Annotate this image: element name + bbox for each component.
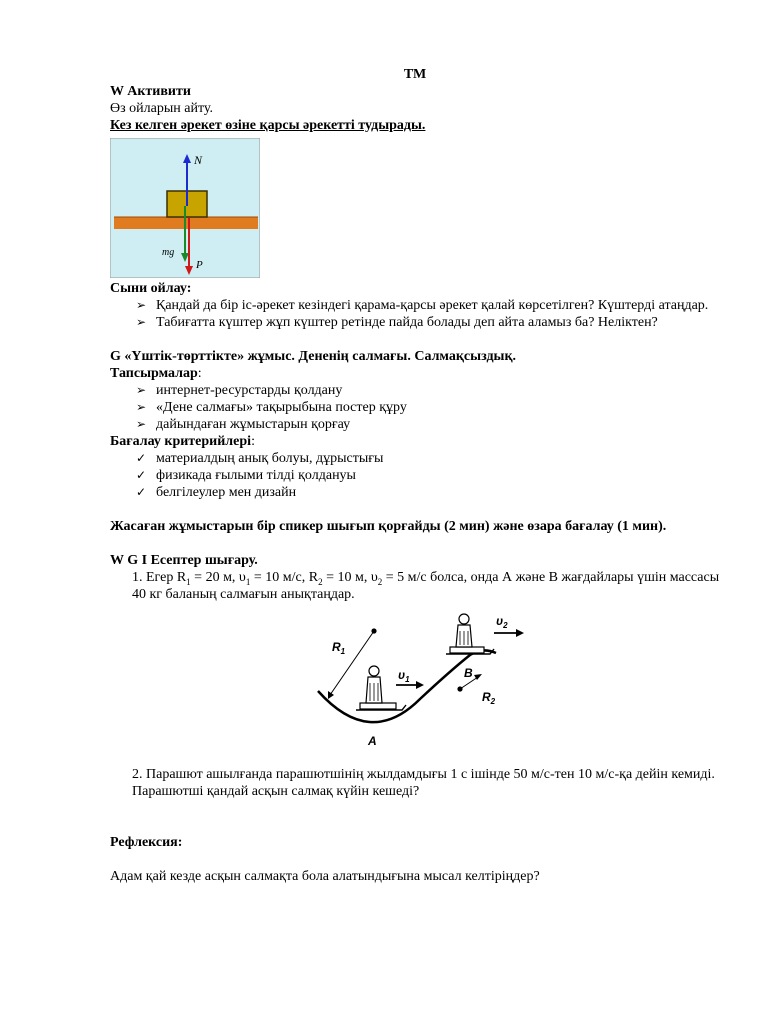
reflection-question: Адам қай кезде асқын салмақта бола алатындығына мысал келтіріңдер? xyxy=(110,869,540,884)
track-figure xyxy=(310,609,530,749)
list-item: ✓ материалдың анық болуы, дұрыстығы xyxy=(136,451,384,466)
sled-b-icon xyxy=(446,614,494,654)
arrow-bullet-icon: ➢ xyxy=(136,417,147,431)
point-b-label: B xyxy=(464,666,473,680)
reflection-title: Рефлексия: xyxy=(110,835,183,850)
r1-label: $R_1$ xyxy=(332,640,346,656)
list-item: ✓ белгілеулер мен дизайн xyxy=(136,485,297,500)
list-item: ➢ дайындаған жұмыстарын қорғау xyxy=(136,417,351,432)
arrow-bullet-icon: ➢ xyxy=(136,400,147,414)
tasks-heading: Тапсырмалар: xyxy=(110,366,202,381)
checkmark-icon: ✓ xyxy=(136,485,147,499)
checkmark-icon: ✓ xyxy=(136,451,147,465)
arrow-bullet-icon: ➢ xyxy=(136,383,147,397)
own-ideas-text: Өз ойларын айту. xyxy=(110,101,213,116)
criteria-list xyxy=(110,450,720,501)
critical-thinking-title: Сыни ойлау: xyxy=(110,281,192,296)
forces-diagram xyxy=(110,138,260,278)
document-page xyxy=(110,66,720,885)
tasks-list xyxy=(110,382,720,433)
v1-label: $\upsilon_1$ xyxy=(398,668,410,684)
v2-label: $\upsilon_2$ xyxy=(496,614,508,630)
criteria-heading: Бағалау критерийлері: xyxy=(110,434,255,449)
mg-label: mg xyxy=(162,247,175,258)
n-label: N xyxy=(194,153,203,167)
checkmark-icon: ✓ xyxy=(136,468,147,482)
defense-text: Жасаған жұмыстарын бір спикер шығып қорғайды (2 мин) және өзара бағалау (1 мин). xyxy=(110,519,667,534)
point-a-label: A xyxy=(368,734,377,748)
critical-list xyxy=(110,297,720,331)
problems-title: W G I Есептер шығару. xyxy=(110,553,258,568)
p-label: P xyxy=(196,259,203,271)
page-heading: ТМ xyxy=(403,67,427,82)
list-item: ➢ Қандай да бір іс-әрекет кезіндегі қарама-қарсы әрекет қалай көрсетілген? Күштерді атаңдар. xyxy=(136,298,709,313)
section-w-title: W Активити xyxy=(110,84,191,99)
list-item: ➢ интернет-ресурстарды қолдану xyxy=(136,383,343,398)
problem-2: 2. Парашют ашылғанда парашютшінің жылдамдығы 1 с ішінде 50 м/с-тен 10 м/с-қа дейін кемиді. Парашютші қандай асқын салмақ күйін кешеді? xyxy=(132,767,715,799)
list-item: ✓ физикада ғылыми тілді қолдануы xyxy=(136,468,356,483)
list-item: ➢ «Дене салмағы» тақырыбына постер құру xyxy=(136,400,407,415)
track-curve xyxy=(318,650,496,722)
arrow-bullet-icon: ➢ xyxy=(136,315,147,329)
group-task-title: G «Үштік-төрттікте» жұмыс. Дененің салмағы. Салмақсыздық. xyxy=(110,349,517,364)
forces-figure xyxy=(110,138,260,278)
problem-1: 1. Егер $R_1 = 20$ м, $\upsilon_1 = 10$ м/с, $R_2 = 10$ м, $\upsilon_2 = 5$ м/с болса, онда А және В жағдайлары үшін массасы 40 кг баланың салмағын анықтаңдар. xyxy=(132,570,720,602)
sled-track-diagram xyxy=(310,609,530,749)
list-item: ➢ Табиғатта күштер жұп күштер ретінде пайда болады деп айта аламыз ба? Неліктен? xyxy=(136,315,658,330)
newton-third-law-text: Кез келген әрекет өзіне қарсы әрекетті тудырады. xyxy=(110,118,426,133)
arrow-bullet-icon: ➢ xyxy=(136,298,147,312)
r2-label: $R_2$ xyxy=(482,690,496,706)
